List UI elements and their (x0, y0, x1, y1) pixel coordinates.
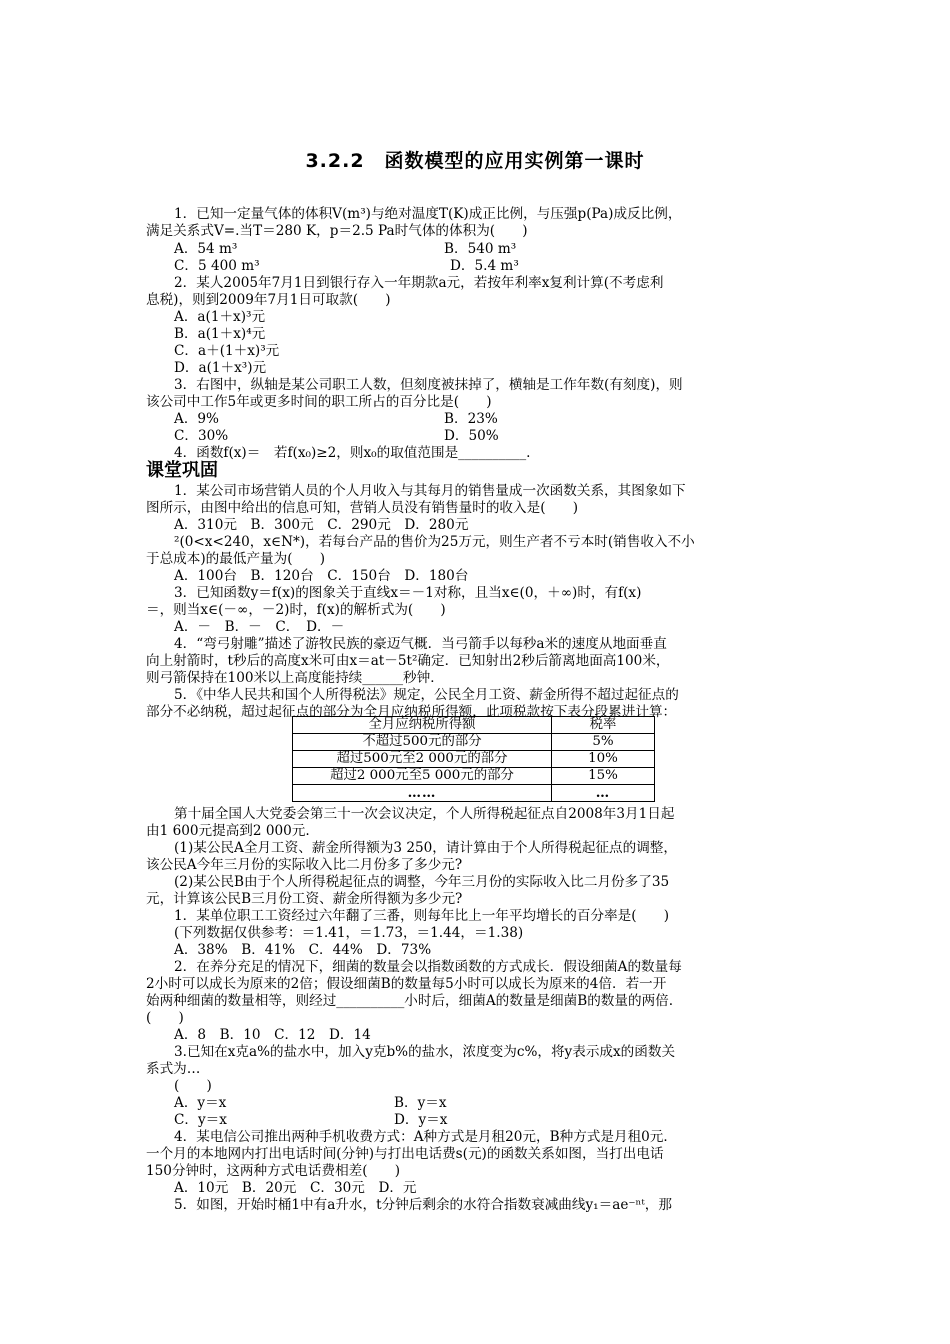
p3-q3-option-d: D．y＝x (394, 1112, 448, 1128)
table-cell: 不超过500元的部分 (293, 734, 552, 751)
p2-q1-line1: 1．某公司市场营销人员的个人月收入与其每月的销售量成一次函数关系，其图象如下 (174, 483, 686, 499)
p3-q1-line1: 1．某单位职工工资经过六年翻了三番，则每年比上一年平均增长的百分率是( ) (174, 908, 670, 924)
p3-q4-line1: 4．某电信公司推出两种手机收费方式：A种方式是月租20元，B种方式是月租0元． (174, 1129, 677, 1145)
q3-option-b: B．23% (444, 411, 498, 427)
q2-stem-line1: 2．某人2005年7月1日到银行存入一年期款a元，若按年利率x复利计算(不考虑利 (174, 275, 664, 291)
p3-q5-line1: 5．如图，开始时桶1中有a升水，t分钟后剩余的水符合指数衰减曲线y₁＝ae⁻ⁿᵗ，那 (174, 1197, 672, 1213)
table-row (293, 785, 655, 802)
p2-q4-line2: 向上射箭时，t秒后的高度x米可由x＝at－5t²确定．已知射出2秒后箭离地面高100米， (146, 653, 670, 669)
q3-option-d: D．50% (444, 428, 499, 444)
q2-option-b: B．a(1＋x)⁴元 (174, 326, 266, 342)
q1-option-b: B．540 m³ (444, 241, 517, 257)
p2-q3-line2: ＝，则当x∈(－∞，－2)时，f(x)的解析式为( ) (146, 602, 446, 618)
p2-q5-line1: 5．《中华人民共和国个人所得税法》规定，公民全月工资、薪金所得不超过起征点的 (174, 687, 679, 703)
p3-q2-line1: 2．在养分充足的情况下，细菌的数量会以指数函数的方式成长．假设细菌A的数量每 (174, 959, 682, 975)
p2-q1-line2: 图所示，由图中给出的信息可知，营销人员没有销售量时的收入是( ) (146, 500, 579, 516)
p2-q5-part2-line2: 元，计算该公民B三月份工资、薪金所得额为多少元? (146, 891, 463, 907)
p3-q1-options: A．38% B．41% C．44% D．73% (174, 942, 432, 958)
table-row (293, 734, 655, 751)
p3-q3-line3: ( ) (174, 1078, 212, 1094)
q4-stem: 4．函数f(x)＝ 若f(x₀)≥2，则x₀的取值范围是__________. (174, 445, 531, 461)
q1-option-a: A．54 m³ (174, 241, 238, 257)
q3-option-a: A．9% (174, 411, 219, 427)
p2-q2-line2: 于总成本)的最低产量为( ) (146, 551, 326, 567)
table-header-cell: 全月应纳税所得额 (293, 717, 552, 734)
table-row (293, 751, 655, 768)
table-cell: 15% (552, 768, 655, 785)
p3-q2-line3: 始两种细菌的数量相等，则经过__________小时后，细菌A的数量是细菌B的数量的两倍. (146, 993, 674, 1009)
q1-option-c: C．5 400 m³ (174, 258, 260, 274)
table-cell: 5% (552, 734, 655, 751)
p2-q5-part1-line2: 该公民A今年三月份的实际收入比二月份多了多少元? (146, 857, 463, 873)
q1-stem-line2: 满足关系式V=.当T＝280 K，p＝2.5 Pa时气体的体积为( ) (146, 223, 528, 239)
p2-q5-part1-line1: (1)某公民A全月工资、薪金所得额为3 250，请计算由于个人所得税起征点的调整， (174, 840, 677, 856)
p3-q4-line2: 一个月的本地网内打出电话时间(分钟)与打出电话费s(元)的函数关系如图，当打出电话 (146, 1146, 664, 1162)
p2-q3-line1: 3．已知函数y＝f(x)的图象关于直线x＝－1对称，且当x∈(0，＋∞)时，有f(x) (174, 585, 642, 601)
p2-q4-line1: 4．“弯弓射雕”描述了游牧民族的豪迈气概．当弓箭手以每秒a米的速度从地面垂直 (174, 636, 667, 652)
q3-stem-line2: 该公司中工作5年或更多时间的职工所占的百分比是( ) (146, 394, 492, 410)
p2-q2-line1: ²(0<x<240，x∈N*)，若每台产品的售价为25万元，则生产者不亏本时(销售收入不小 (174, 534, 695, 550)
page-title: 3.2.2 函数模型的应用实例第一课时 (305, 150, 645, 172)
tax-rate-table (292, 716, 655, 802)
q1-stem-line1: 1．已知一定量气体的体积V(m³)与绝对温度T(K)成正比例，与压强p(Pa)成反比例， (174, 206, 682, 222)
p3-q3-option-c: C．y＝x (174, 1112, 227, 1128)
p3-q4-line3: 150分钟时，这两种方式电话费相差( ) (146, 1163, 401, 1179)
p3-q1-line2: (下列数据仅供参考：＝1.41，＝1.73，＝1.44，＝1.38) (174, 925, 524, 941)
section-heading: 课堂巩固 (146, 460, 218, 481)
p2-q3-options: A．－ B．－ C． D．－ (174, 619, 345, 635)
p3-q3-line1: 3.已知在x克a%的盐水中，加入y克b%的盐水，浓度变为c%，将y表示成x的函数关 (174, 1044, 676, 1060)
p2-q5-line4: 由1 600元提高到2 000元. (146, 823, 310, 839)
table-cell: …… (293, 785, 552, 802)
table-cell: … (552, 785, 655, 802)
p3-q3-line2: 系式为… (146, 1061, 201, 1077)
p3-q4-options: A．10元 B．20元 C．30元 D．元 (174, 1180, 417, 1196)
p2-q5-line2: 部分不必纳税，超过起征点的部分为全月应纳税所得额，此项税款按下表分段累进计算： (146, 704, 677, 720)
table-header-row (293, 717, 655, 734)
q2-option-d: D．a(1＋x³)元 (174, 360, 267, 376)
p3-q3-option-a: A．y＝x (174, 1095, 227, 1111)
q2-stem-line2: 息税)，则到2009年7月1日可取款( ) (146, 292, 391, 308)
q2-option-a: A．a(1＋x)³元 (174, 309, 266, 325)
p2-q5-line3: 第十届全国人大党委会第三十一次会议决定，个人所得税起征点自2008年3月1日起 (174, 806, 675, 822)
p3-q3-option-b: B．y＝x (394, 1095, 447, 1111)
table-header-cell: 税率 (552, 717, 655, 734)
table-row (293, 768, 655, 785)
p2-q5-part2-line1: (2)某公民B由于个人所得税起征点的调整，今年三月份的实际收入比二月份多了35 (174, 874, 670, 890)
q3-option-c: C．30% (174, 428, 229, 444)
table-cell: 超过500元至2 000元的部分 (293, 751, 552, 768)
p3-q2-options: A．8 B．10 C．12 D．14 (174, 1027, 371, 1043)
p2-q4-line3: 则弓箭保持在100米以上高度能持续______秒钟． (146, 670, 444, 686)
p3-q2-line2: 2小时可以成长为原来的2倍；假设细菌B的数量每5小时可以成长为原来的4倍．若一开 (146, 976, 667, 992)
table-cell: 10% (552, 751, 655, 768)
q2-option-c: C．a＋(1＋x)³元 (174, 343, 280, 359)
q1-option-d: D．5.4 m³ (450, 258, 519, 274)
p2-q1-options: A．310元 B．300元 C．290元 D．280元 (174, 517, 469, 533)
table-cell: 超过2 000元至5 000元的部分 (293, 768, 552, 785)
q3-stem-line1: 3．右图中，纵轴是某公司职工人数，但刻度被抹掉了，横轴是工作年数(有刻度)，则 (174, 377, 683, 393)
p2-q2-options: A．100台 B．120台 C．150台 D．180台 (174, 568, 469, 584)
p3-q2-line4: ( ) (146, 1010, 184, 1026)
